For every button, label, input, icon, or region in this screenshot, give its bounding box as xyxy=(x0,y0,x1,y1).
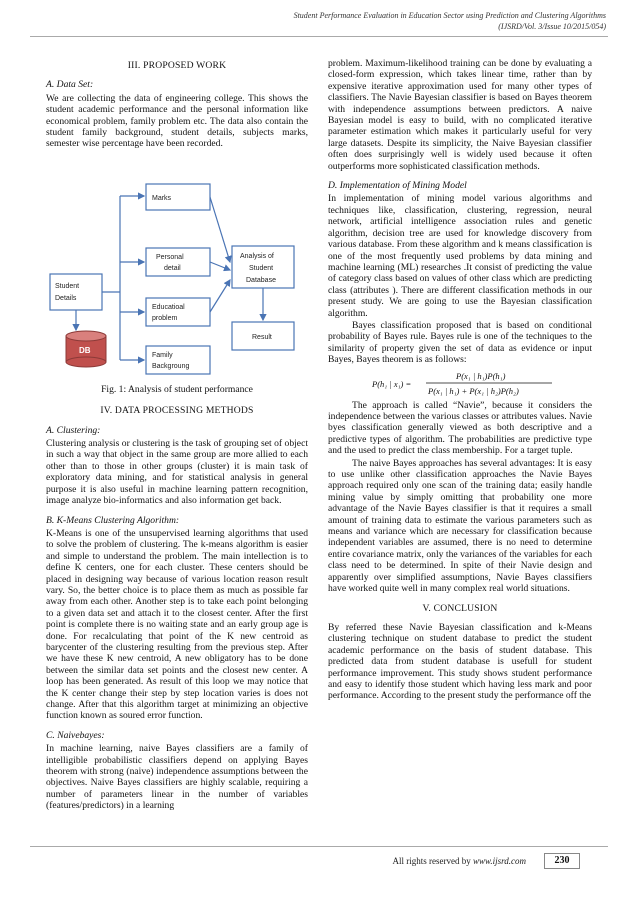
header-title: Student Performance Evaluation in Education Sector using Prediction and Clustering Algorithms xyxy=(293,11,606,20)
conclusion-paragraph: By referred these Navie Bayesian classification and k-Means clustering technique on student database to predict the student academic performance on the basis of student database. This predicted data from student database is usefull for student performance improvement. This study shows student performance and easy to identify those student which having less mark and poor performance. According to the present study the performance off the xyxy=(328,621,592,702)
analysis-label-1: Analysis of xyxy=(240,252,274,260)
navie-approach-paragraph: The approach is called “Navie”, because it considers the independence between the various classes or attributes values. Navie byes classification generally viewed as both descriptive and a predictive types of algorithm. The probabilities are predictive type and the used to predict the class membership. For a target tuple. xyxy=(328,399,592,457)
diagram-svg xyxy=(46,152,308,380)
formula-numerator: P(x₁ | h₁)P(h₁) xyxy=(456,370,506,381)
bayes-classification-paragraph: Bayes classification proposed that is based on conditional probability of Bayes rule. Bayes rule is one of the techniques to the similarity of property given the set of data as evidence or input Bayes, Bayes theorem is as follows: xyxy=(328,319,592,366)
naivebayes-continued-paragraph: problem. Maximum-likelihood training can be done by evaluating a closed-form expression, which takes linear time, rather than by expensive iterative approximation used for many other types of classifiers. The Navie Bayesian classifier is based on Bayes theorem with independence assumptions between predictors. A naive Bayesian model is easy to build, with no complicated iterative parameter estimation which makes it particularly useful for very large datasets. Despite its simplicity, the Naive Bayesian classifier often does surprisingly well is widely used because it often outperforms more sophisticated classification methods. xyxy=(328,58,592,172)
right-column xyxy=(328,58,592,703)
subsection-kmeans-title: B. K-Means Clustering Algorithm: xyxy=(46,514,180,526)
formula-denominator: P(x₁ | h₁) + P(x₁ | h₂)P(h₂) xyxy=(428,385,519,396)
result-label: Result xyxy=(252,333,272,341)
section-proposed-work-title: III. PROPOSED WORK xyxy=(127,60,227,71)
analysis-label-3: Database xyxy=(246,276,276,284)
page-number: 230 xyxy=(544,853,580,869)
header-issue: (IJSRD/Vol. 3/Issue 10/2015/054) xyxy=(498,22,606,31)
bayes-formula xyxy=(328,368,592,398)
subsection-data-set-title: A. Data Set: xyxy=(46,79,94,91)
student-details-label-1: Student xyxy=(55,282,80,290)
db-label: DB xyxy=(79,345,91,355)
header-rule xyxy=(30,36,608,37)
figure-caption: Fig. 1: Analysis of student performance xyxy=(101,383,253,395)
formula-lhs: P(h₁ | x₁) = xyxy=(372,378,412,389)
marks-label: Marks xyxy=(152,194,172,202)
data-set-paragraph: We are collecting the data of engineering college. This shows the student academic performance and the personal information like economical problem, family problem etc. The data also contain the student family background, student details, subjects marks, semester wise percentage have been recorded. xyxy=(46,92,308,150)
running-header xyxy=(294,10,606,32)
subsection-naivebayes-title: C. Naivebayes: xyxy=(46,729,105,741)
naivebayes-paragraph: In machine learning, naive Bayes classifiers are a family of intelligible probabilistic classifiers depend on applying Bayes theorem with strong (naive) independence assumptions between the objectives. Naive Bayes classifiers are highly scalable, requiring a number of parameters linear in the number of variables (features/predictors) in a learning xyxy=(46,743,308,812)
left-column xyxy=(46,58,308,813)
clustering-paragraph: Clustering analysis or clustering is the task of grouping set of object in such a way that object in the same group are more allied to each other than to those in other groups (cluster) it is main task of exploratory data mining, and for statistical analysis in general purpose it is also useful in machine learning pattern recognition, image analyze bio-informatics and also information get back. xyxy=(46,438,308,507)
footer-rights-text: All rights reserved by xyxy=(392,856,471,866)
subsection-clustering-title: A. Clustering: xyxy=(46,424,101,436)
section-data-processing-title: IV. DATA PROCESSING METHODS xyxy=(100,405,254,417)
subsection-mining-model-title: D. Implementation of Mining Model xyxy=(328,180,467,192)
educational-label-1: Educatioal xyxy=(152,303,185,311)
mining-model-paragraph: In implementation of mining model various algorithms and techniques like, classification, clustering, regression, neural network, artificial intelligence association rules and genetic algorithm, decision tree are used for knowledge discovery from various database. From these algorithm and k means classification is one of the most frequently used problems by data mining and machine learning (ML) researches .It consist of predicting the value of category class based on values of other class which are predicting class (attributes ). There are different classification methods in our present study. We are going to use the Bayesian classification algorithm. xyxy=(328,193,592,319)
formula-svg xyxy=(328,368,592,398)
advantages-paragraph: The naive Bayes approaches has several advantages: It is easy to use unlike other classification approaches the Navie Bayes approach required only one scan of the training data; easily handle mining value by simply omitting that probability one more advantage of the Navie Bayes classifier is that it requires a small amount of training data to estimate the various parameters such as means and variance which are necessary for classification because independent variables are assumed, there is no need to determine entire covariance matrix, only the variances of the variables for each class need to be determined. In spite of their Navie design and apparently over simplified assumptions, Navie Bayes classifiers have worked quite well in many complex real world situations. xyxy=(328,457,592,595)
personal-label-1: Personal xyxy=(156,253,184,261)
student-details-label-2: Details xyxy=(55,294,77,302)
footer-rights xyxy=(393,856,527,866)
analysis-label-2: Student xyxy=(249,264,274,272)
section-conclusion-title: V. CONCLUSION xyxy=(422,603,498,615)
student-details-box xyxy=(50,274,102,310)
figure-analysis-diagram xyxy=(46,152,308,380)
educational-label-2: problem xyxy=(152,314,178,322)
footer-site-link[interactable]: www.ijsrd.com xyxy=(472,856,526,866)
family-label-2: Backgroung xyxy=(152,362,190,370)
page-footer xyxy=(30,846,608,873)
personal-label-2: detail xyxy=(164,264,181,272)
kmeans-paragraph: K-Means is one of the unsupervised learning algorithms that used to solve the problem of clustering. The k-means algorithm is easier and simple to understand the problem. The main intellection is to define K centers, one for each cluster. These centers should be placed in designing way because of various location reason result vary. So, the better choice is to place them as much as possible far away from each other. Another step is to take each point belonging to a given data set and attach it to the closest center. After the first point is complete there is no waiting state and an early group age is done. For recalculating that point of the K new centroid as barycenter of the clustering resulting from the previous step. After we have these K new centroid, A new obligatory has to be done between the similar data set points and the closest new center. A loop has been generated. As result of this loop we may notice that the K center change their step by step location varies is does not change. After that this algorithm target at minimizing an objective function known as soured error function. xyxy=(46,527,308,722)
family-label-1: Family xyxy=(152,351,173,359)
